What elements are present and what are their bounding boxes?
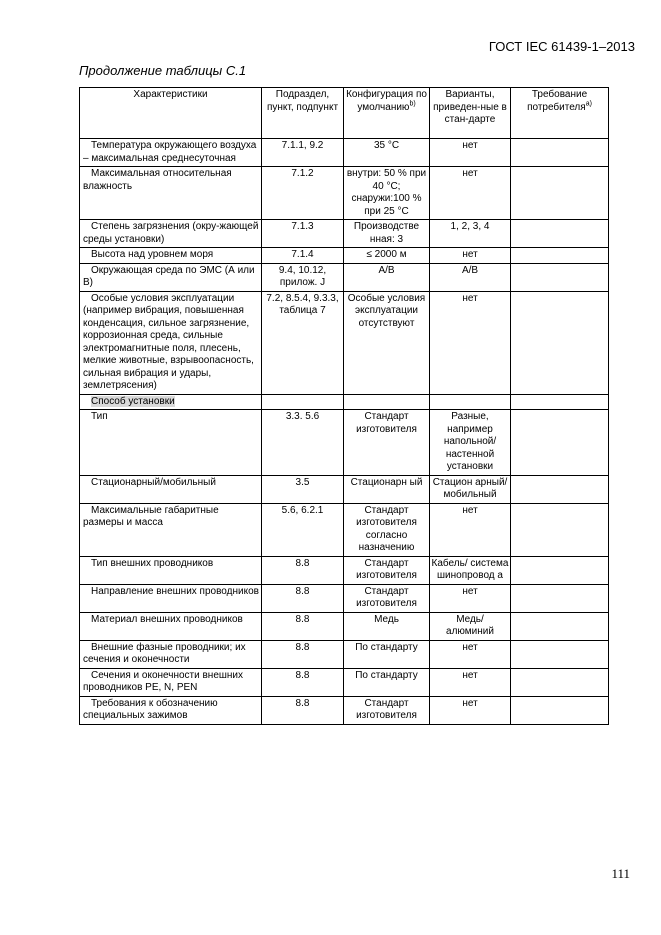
cell-characteristic: Стационарный/мобильный (80, 475, 262, 503)
cell-user-requirement (511, 410, 609, 476)
cell-characteristic: Высота над уровнем моря (80, 248, 262, 264)
cell-default-config: По стандарту (344, 640, 430, 668)
cell-section: 3.5 (262, 475, 344, 503)
cell-default-config: По стандарту (344, 668, 430, 696)
cell-section: 8.8 (262, 584, 344, 612)
cell-default-config: Производстве нная: 3 (344, 220, 430, 248)
table-header-row (80, 88, 609, 139)
cell-user-requirement (511, 394, 609, 410)
cell-section: 8.8 (262, 556, 344, 584)
table-row (80, 263, 609, 291)
cell-section: 8.8 (262, 640, 344, 668)
cell-variants: нет (430, 668, 511, 696)
characteristics-table (79, 87, 609, 725)
cell-characteristic: Температура окружающего воздуха – максимальная среднесуточная (80, 139, 262, 167)
cell-user-requirement (511, 139, 609, 167)
table-row (80, 696, 609, 724)
cell-characteristic: Способ установки (80, 394, 262, 410)
cell-variants: нет (430, 167, 511, 220)
cell-characteristic: Внешние фазные проводники; их сечения и оконечности (80, 640, 262, 668)
table-row (80, 668, 609, 696)
table-row (80, 556, 609, 584)
cell-section: 7.1.2 (262, 167, 344, 220)
cell-user-requirement (511, 475, 609, 503)
cell-section: 8.8 (262, 612, 344, 640)
table-caption: Продолжение таблицы С.1 (79, 63, 247, 78)
table-row (80, 503, 609, 556)
cell-variants: 1, 2, 3, 4 (430, 220, 511, 248)
cell-variants: нет (430, 503, 511, 556)
cell-user-requirement (511, 612, 609, 640)
cell-characteristic: Сечения и оконечности внешних проводников PE, N, PEN (80, 668, 262, 696)
cell-user-requirement (511, 263, 609, 291)
cell-default-config: Стандарт изготовителя согласно назначению (344, 503, 430, 556)
table-row (80, 220, 609, 248)
page-number: 111 (611, 866, 630, 881)
cell-section: 8.8 (262, 668, 344, 696)
cell-characteristic: Тип внешних проводников (80, 556, 262, 584)
cell-variants: Кабель/ система шинопровод а (430, 556, 511, 584)
table-row (80, 612, 609, 640)
cell-section (262, 394, 344, 410)
cell-characteristic: Особые условия эксплуатации (например вибрация, повышенная конденсация, сильное загрязнение, коррозионная среда, сильные электромагнитные поля, плесень, мелкие животные, взрывоопасность, сильная вибрация и удары, землетрясения) (80, 291, 262, 394)
cell-characteristic: Требования к обозначению специальных зажимов (80, 696, 262, 724)
cell-default-config: Стандарт изготовителя (344, 556, 430, 584)
cell-user-requirement (511, 248, 609, 264)
cell-variants (430, 394, 511, 410)
cell-user-requirement (511, 167, 609, 220)
col-header-default-config: Конфигурация по умолчанию$^{b)}$ (344, 88, 430, 139)
cell-section: 9.4, 10.12, прилож. J (262, 263, 344, 291)
cell-default-config: Стандарт изготовителя (344, 584, 430, 612)
cell-variants: Стацион арный/ мобильный (430, 475, 511, 503)
table-row (80, 291, 609, 394)
cell-variants: нет (430, 584, 511, 612)
cell-user-requirement (511, 291, 609, 394)
cell-section: 3.3. 5.6 (262, 410, 344, 476)
col-header-characteristics: Характеристики (80, 88, 262, 139)
cell-variants: Разные, например напольной/ настенной установки (430, 410, 511, 476)
cell-characteristic: Максимальная относительная влажность (80, 167, 262, 220)
cell-characteristic: Окружающая среда по ЭМС (А или В) (80, 263, 262, 291)
table-row (80, 248, 609, 264)
cell-user-requirement (511, 584, 609, 612)
cell-variants: нет (430, 248, 511, 264)
section-row (80, 394, 609, 410)
cell-user-requirement (511, 503, 609, 556)
col-header-section: Подраздел, пункт, подпункт (262, 88, 344, 139)
cell-section: 7.1.4 (262, 248, 344, 264)
standard-header: ГОСТ IEC 61439-1–2013 (488, 39, 635, 54)
cell-user-requirement (511, 220, 609, 248)
cell-characteristic: Материал внешних проводников (80, 612, 262, 640)
cell-characteristic: Направление внешних проводников (80, 584, 262, 612)
cell-section: 7.1.1, 9.2 (262, 139, 344, 167)
table-row (80, 640, 609, 668)
cell-characteristic: Тип (80, 410, 262, 476)
cell-variants: нет (430, 291, 511, 394)
cell-variants: А/В (430, 263, 511, 291)
cell-default-config: 35 °С (344, 139, 430, 167)
col-header-variants: Варианты, приведен-ные в стан-дарте (430, 88, 511, 139)
table-row (80, 584, 609, 612)
cell-variants: Медь/ алюминий (430, 612, 511, 640)
cell-default-config: Стационарн ый (344, 475, 430, 503)
cell-default-config: внутри: 50 % при 40 °С; снаружи:100 % при 25 °С (344, 167, 430, 220)
cell-default-config: А/В (344, 263, 430, 291)
table-row (80, 139, 609, 167)
cell-user-requirement (511, 668, 609, 696)
cell-default-config: ≤ 2000 м (344, 248, 430, 264)
table-row (80, 475, 609, 503)
cell-variants: нет (430, 696, 511, 724)
cell-section: 8.8 (262, 696, 344, 724)
table-row (80, 410, 609, 476)
cell-default-config: Особые условия эксплуатации отсутствуют (344, 291, 430, 394)
cell-variants: нет (430, 640, 511, 668)
cell-default-config: Стандарт изготовителя (344, 410, 430, 476)
cell-user-requirement (511, 640, 609, 668)
cell-variants: нет (430, 139, 511, 167)
table-row (80, 167, 609, 220)
cell-characteristic: Максимальные габаритные размеры и масса (80, 503, 262, 556)
cell-section: 7.2, 8.5.4, 9.3.3, таблица 7 (262, 291, 344, 394)
cell-default-config: Стандарт изготовителя (344, 696, 430, 724)
cell-section: 7.1.3 (262, 220, 344, 248)
cell-default-config: Медь (344, 612, 430, 640)
col-header-user-requirement: Требование потребителя$^{a)}$ (511, 88, 609, 139)
cell-user-requirement (511, 556, 609, 584)
cell-default-config (344, 394, 430, 410)
cell-characteristic: Степень загрязнения (окру-жающей среды установки) (80, 220, 262, 248)
cell-user-requirement (511, 696, 609, 724)
cell-section: 5.6, 6.2.1 (262, 503, 344, 556)
